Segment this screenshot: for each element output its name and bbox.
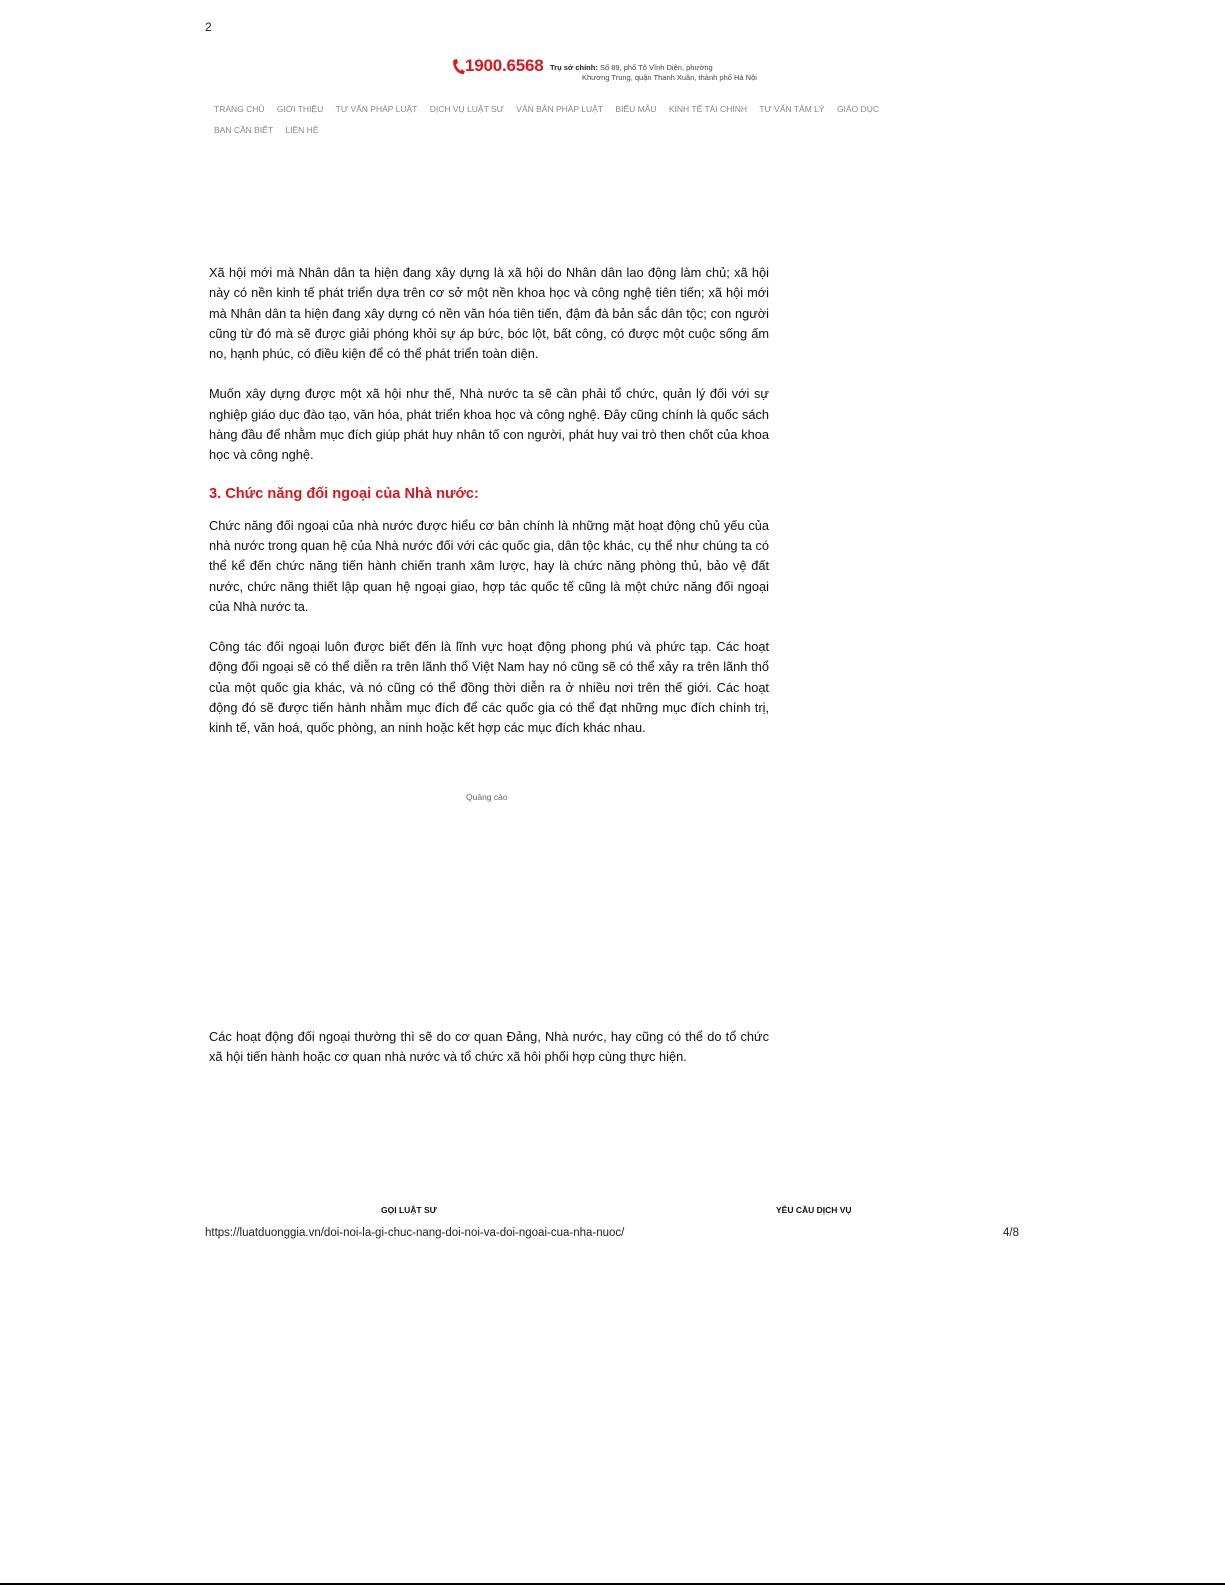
site-header [450, 58, 790, 88]
article-paragraph-5: Các hoạt động đối ngoại thường thì sẽ do cơ quan Đảng, Nhà nước, hay cũng có thể do tổ chức xã hội tiến hành hoặc cơ quan nhà nước và tổ chức xã hôi phối hợp cùng thực hiện. [209, 1029, 769, 1065]
nav-item-dich-vu-luat-su[interactable]: DỊCH VỤ LUẬT SƯ [429, 104, 504, 114]
article-paragraph-2: Muốn xây dựng được một xã hội như thế, Nhà nước ta sẽ cần phải tổ chức, quản lý đối với sự nghiệp giáo dục đào tạo, văn hóa, phát triển khoa học và công nghệ. Đây cũng chính là quốc sách hàng đầu để nhằm mục đích giúp phát huy nhân tố con người, phát huy vai trò then chốt của khoa học và công nghệ. [209, 386, 769, 463]
page-number: 2 [205, 20, 212, 34]
request-service-button[interactable]: YÊU CẦU DỊCH VỤ [776, 1205, 852, 1215]
nav-item-ban-can-biet[interactable]: BẠN CẦN BIẾT [214, 125, 274, 135]
nav-item-gioi-thieu[interactable]: GIỚI THIỆU [276, 104, 324, 114]
nav-item-tu-van-tam-ly[interactable]: TƯ VẤN TÂM LÝ [759, 104, 825, 114]
nav-item-van-ban-phap-luat[interactable]: VĂN BẢN PHÁP LUẬT [516, 104, 604, 114]
article-paragraph-3: Chức năng đối ngoại của nhà nước được hiểu cơ bản chính là những mặt hoạt động chủ yếu của nhà nước trong quan hệ của Nhà nước đối với các quốc gia, dân tộc khác, cụ thể như chúng ta có thể kể đến chức năng tiến hành chiến tranh xâm lược, hay là chức năng phòng thủ, bảo vệ đất nước, chức năng thiết lập quan hệ ngoại giao, hợp tác quốc tế cũng là một chức năng đối ngoại của Nhà nước ta. [209, 517, 769, 614]
footer-url: https://luatduonggia.vn/doi-noi-la-gi-chuc-nang-doi-noi-va-doi-ngoai-cua-nha-nuoc/ [205, 1227, 625, 1239]
section-heading: 3. Chức năng đối ngoại của Nhà nước: [209, 485, 479, 502]
phone-icon [450, 58, 466, 76]
office-address [550, 63, 757, 83]
footer-page-count: 4/8 [1003, 1227, 1019, 1239]
nav-item-trang-chu[interactable]: TRANG CHỦ [214, 104, 265, 114]
office-address-line-1: Số 89, phố Tô Vĩnh Diện, phường [599, 63, 713, 72]
article-paragraph-1: Xã hội mới mà Nhân dân ta hiện đang xây dựng là xã hội do Nhân dân lao động làm chủ; xã hội này có nền kinh tế phát triển dựa trên cơ sở một nền khoa học và công nghệ tiên tiến; xã hội mới mà Nhân dân ta hiện đang xây dựng có nền văn hóa tiên tiến, đậm đà bản sắc dân tộc; con người cũng từ đó mà sẽ được giải phóng khỏi sự áp bức, bóc lột, bất công, có được một cuộc sống ấm no, hạnh phúc, có điều kiện để có thể phát triển toàn diện. [209, 265, 769, 362]
nav-item-kinh-te-tai-chinh[interactable]: KINH TẾ TÀI CHÍNH [668, 104, 747, 114]
main-navigation [214, 99, 914, 141]
nav-item-lien-he[interactable]: LIÊN HỆ [285, 125, 319, 135]
nav-item-tu-van-phap-luat[interactable]: TƯ VẤN PHÁP LUẬT [335, 104, 418, 114]
nav-item-giao-duc[interactable]: GIÁO DỤC [836, 104, 879, 114]
office-label: Trụ sở chính: [550, 63, 598, 72]
ad-label: Quảng cáo [466, 792, 508, 802]
article-paragraph-4: Công tác đối ngoại luôn được biết đến là lĩnh vực hoạt động phong phú và phức tạp. Các hoạt động đối ngoại sẽ có thể diễn ra trên lãnh thổ Việt Nam hay nó cũng sẽ có thể xảy ra trên lãnh thổ của một quốc gia khác, và nó cũng có thể đồng thời diễn ra ở nhiều nơi trên thế giới. Các hoạt động đó sẽ được tiến hành nhằm mục đích để các quốc gia có thể đạt những mục đích chính trị, kinh tế, văn hoá, quốc phòng, an ninh hoặc kết hợp các mục đích khác nhau. [209, 639, 769, 736]
hotline-number[interactable]: 1900.6568 [465, 56, 544, 75]
call-lawyer-button[interactable]: GỌI LUẬT SƯ [381, 1205, 437, 1215]
ad-placeholder[interactable] [209, 810, 769, 1015]
office-address-line-2: Khương Trung, quận Thanh Xuân, thành phố Hà Nội [582, 73, 757, 82]
nav-item-bieu-mau[interactable]: BIỂU MẪU [615, 104, 657, 114]
article-body [209, 263, 769, 739]
article-body-continued [209, 1027, 769, 1068]
